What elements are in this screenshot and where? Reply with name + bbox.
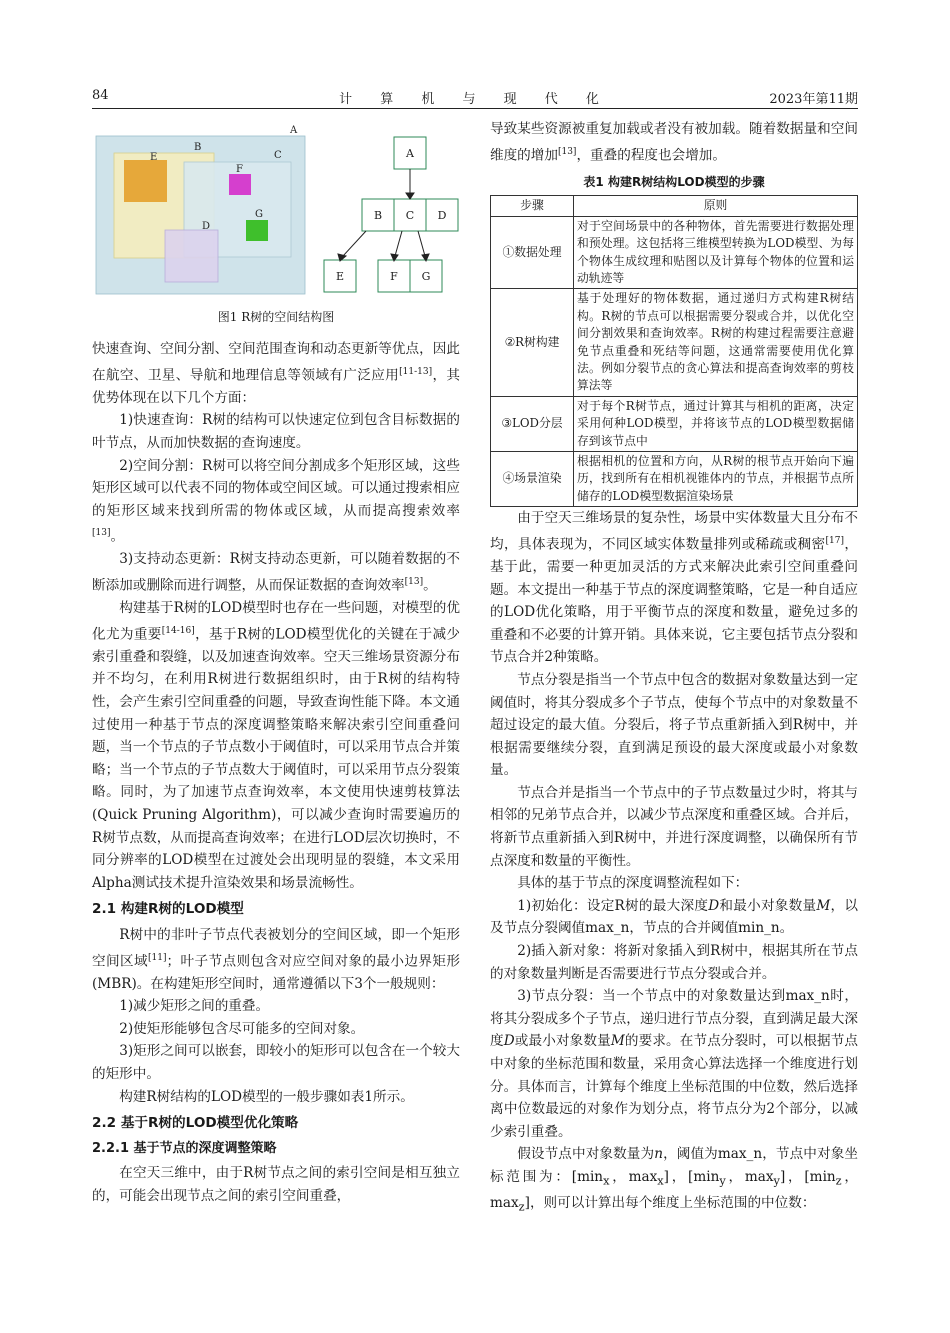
arrow-A-C [406, 193, 414, 199]
rule-1: 1)减少矩形之间的重叠。 [119, 998, 270, 1015]
rtree-diagram [92, 120, 460, 305]
table-cell-desc: 对于空间场景中的各种物体，首先需要进行数据处理和预处理。这包括将三维模型转换为LOD模型、为每个物体生成纹理和贴图以及计算每个物体的位置和运动轨迹等 [574, 216, 858, 289]
region-D [165, 230, 218, 282]
section-2-1-heading: 2.1 构建R树的LOD模型 [92, 901, 244, 918]
label-F: F [236, 164, 243, 175]
table-row [491, 289, 858, 396]
table-cell-desc: 根据相机的位置和方向，从R树的根节点开始向下遍历，找到所有在相机视锥体内的节点，并根据节点所储存的LOD模型数据渲染场景 [574, 452, 858, 507]
flow-step-3: 3)节点分裂：当一个节点中的对象数量达到max_n时，将其分裂成多个子节点，递归进行节点分裂，直到满足最大深度D或最小对象数量M的要求。在节点分裂时，可以根据节点中对象的坐标范围和数量，采用贪心算法选择一个维度进行划分。具体而言，计算每个维度上坐标范围的中位数，然后选择离中位数最远的对象作为划分点，将节点分为2个部分，以减少索引重叠。 [490, 988, 859, 1140]
para-rtree-def: R树中的非叶子节点代表被划分的空间区域，即一个矩形空间区域[11]；叶子节点则包含对应空间对象的最小边界矩形(MBR)。在构建矩形空间时，通常遵循以下3个一般规则： [92, 926, 461, 992]
tree-label-D: D [437, 209, 447, 222]
table-row [491, 452, 858, 507]
label-B: B [194, 142, 202, 153]
table-cell-desc: 对于每个R树节点，通过计算其与相机的距离，决定采用何种LOD模型，并将该节点的LOD模型数据储存到该节点中 [574, 396, 858, 451]
region-F [229, 174, 251, 195]
region-E [124, 160, 167, 202]
para-scene-complexity: 由于空天三维场景的复杂性，场景中实体数量大且分布不均，具体表现为，不同区域实体数量排列或稀疏或稠密[17]，基于此，需要一种更加灵活的方式来解决此索引空间重叠问题。本文提出一种基于节点的深度调整策略，它是一种自适应的LOD优化策略，用于平衡节点的深度和数量，避免过多的重叠和不必要的计算开销。具体来说，它主要包括节点分裂和节点合并2种策略。 [490, 510, 859, 666]
table-cell-desc: 基于处理好的物体数据，通过递归方式构建R树结构。R树的节点可以根据需要分裂或合并，以优化空间分割效果和查询效率。R树的构建过程需要注意避免节点重叠和死结等问题，这通常需要使用优化算法。例如分裂节点的贪心算法和提高查询效率的剪枝算法等 [574, 289, 858, 396]
label-D: D [202, 221, 211, 232]
rule-2: 2)使矩形能够包含尽可能多的空间对象。 [119, 1020, 365, 1037]
flow-step-2: 2)插入新对象：将新对象插入到R树中，根据其所在节点的对象数量判断是否需要进行节点分裂或合并。 [490, 943, 858, 982]
para-node-split: 节点分裂是指当一个节点中包含的数据对象数量达到一定阈值时，将其分裂成多个子节点，使每个节点中的对象数量不超过设定的最大值。分裂后，将子节点重新插入到R树中，并根据需要继续分裂，直到满足预设的最大深度或最小对象数量。 [490, 671, 858, 779]
tree-label-B: B [373, 209, 383, 222]
right-column [490, 118, 858, 1219]
para-problems: 构建基于R树的LOD模型时也存在一些问题，对模型的优化尤为重要[14-16]，基于R树的LOD模型优化的关键在于减少索引重叠和裂缝，以及加速查询效率。空天三维场景资源分布并不均匀，在利用R树进行数据组织时，由于R树的结构特性，会产生索引空间重叠的问题，导致查询性能下降。本文通过使用一种基于节点的深度调整策略来解决索引空间重叠问题，当一个节点的子节点数小于阈值时，可以采用节点合并策略；当一个节点的子节点数大于阈值时，可以采用节点分裂策略。同时，为了加速节点查询效率，本文使用快速剪枝算法(Quick Pruning Algorithm)，可以减少查询时需要遍历的R树节点数，从而提高查询效率；在进行LOD层次切换时，不同分辨率的LOD模型在过渡处会出现明显的裂缝，本文采用Alpha测试技术提升渲染效果和场景流畅性。 [92, 600, 460, 891]
table-cell-step: ③LOD分层 [491, 396, 574, 451]
table-header-principle: 原则 [574, 196, 858, 216]
para-flow-intro: 具体的基于节点的深度调整流程如下： [517, 875, 749, 892]
tree-label-A: A [406, 147, 414, 160]
label-C: C [274, 150, 282, 161]
section-2-2-1-heading: 2.2.1 基于节点的深度调整策略 [92, 1140, 277, 1156]
para-node-merge: 节点合并是指当一个节点中的子节点数量过少时，将其与相邻的兄弟节点合并，以减少节点深度和重叠区域。合并后，将新节点重新插入到R树中，并进行深度调整，以确保所有节点深度和数量的平衡性。 [490, 784, 858, 869]
para-overlap-continued: 导致某些资源被重复加载或者没有被加载。随着数据量和空间维度的增加[13]，重叠的程度也会增加。 [490, 121, 858, 164]
tree-label-G: G [421, 270, 431, 283]
table-1-caption: 表1 构建R树结构LOD模型的步骤 [583, 174, 765, 189]
item-fast-query: 1)快速查询：R树的结构可以快速定位到包含目标数据的叶节点，从而加快数据的查询速度。 [92, 412, 460, 451]
journal-title: 计 算 机 与 现 代 化 [339, 92, 611, 107]
region-G [246, 220, 268, 241]
rule-3: 3)矩形之间可以嵌套，即较小的矩形可以包含在一个较大的矩形中。 [92, 1043, 460, 1083]
para-table-ref: 构建R树结构的LOD模型的一般步骤如表1所示。 [119, 1088, 414, 1105]
edge-C-F [395, 231, 402, 256]
section-2-2-heading: 2.2 基于R树的LOD模型优化策略 [92, 1115, 299, 1132]
table-header-row [491, 196, 858, 216]
table-row [491, 396, 858, 451]
label-A: A [290, 125, 298, 136]
para-depth-strategy-intro: 在空天三维中，由于R树节点之间的索引空间是相互独立的，可能会出现节点之间的索引空间重叠， [92, 1165, 460, 1205]
edge-C-G [418, 231, 425, 256]
item-dynamic-update: 3)支持动态更新：R树支持动态更新，可以随着数据的不断添加或删除而进行调整，从而保证数据的查询效率[13]。 [92, 551, 460, 594]
header-rule [92, 108, 858, 109]
label-G: G [255, 209, 263, 220]
label-E: E [150, 152, 158, 163]
left-column [92, 338, 460, 1208]
table-1 [490, 195, 858, 507]
para-median-formula-intro: 假设节点中对象数量为n，阈值为max_n，节点中对象坐标范围为：[$\min_x$，$\max_x$]，[$\min_y$，$\max_y$]，[$\min_z$，$\max_z$]，则可以计算出每个维度上坐标范围的中位数： [490, 1146, 858, 1214]
table-cell-step: ①数据处理 [491, 216, 574, 289]
tree-label-F: F [390, 270, 398, 283]
page-number: 84 [92, 88, 109, 103]
issue-label: 2023年第11期 [769, 92, 858, 107]
running-header [92, 88, 858, 108]
tree-label-E: E [335, 270, 345, 283]
table-cell-step: ②R树构建 [491, 289, 574, 396]
table-cell-step: ④场景渲染 [491, 452, 574, 507]
flow-step-1: 1)初始化：设定R树的最大深度D和最小对象数量M，以及节点分裂阈值max_n，节点的合并阈值min_n。 [490, 897, 859, 937]
edge-B-E [343, 231, 366, 256]
table-row [491, 216, 858, 289]
table-header-step: 步骤 [491, 196, 574, 216]
para-advantages: 快速查询、空间分割、空间范围查询和动态更新等优点，因此在航空、卫星、导航和地理信息等领域有广泛应用[11-13]，其优势体现在以下几个方面： [92, 341, 461, 406]
tree-label-C: C [405, 209, 415, 222]
figure-1-caption: 图1 R树的空间结构图 [217, 310, 335, 324]
item-space-split: 2)空间分割：R树可以将空间分割成多个矩形区域，这些矩形区域可以代表不同的物体或空间区域。可以通过搜索相应的矩形区域来找到所需的物体或区域，从而提高搜索效率[13]。 [92, 457, 460, 545]
